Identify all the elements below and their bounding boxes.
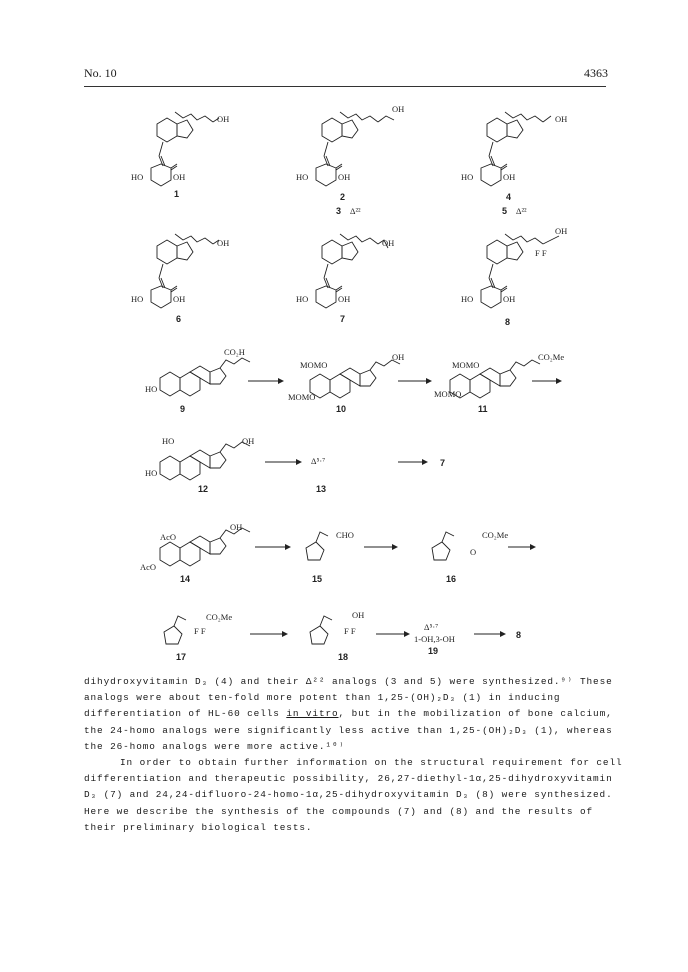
page-number: 4363 bbox=[584, 66, 608, 80]
compound-15-label: 15 bbox=[312, 574, 323, 584]
aco-label-2: AcO bbox=[140, 562, 157, 572]
svg-text:HO: HO bbox=[461, 294, 474, 304]
svg-text:HO: HO bbox=[131, 294, 144, 304]
compound-8-label: 8 bbox=[505, 317, 511, 327]
compound-18-label: 18 bbox=[338, 652, 349, 662]
momo-label-3: MOMO bbox=[452, 360, 480, 370]
compound-2-label: 2 bbox=[340, 192, 346, 202]
compound-3-note: Δ²² bbox=[350, 206, 361, 216]
compound-6-label: 6 bbox=[176, 314, 182, 324]
svg-text:OH: OH bbox=[392, 104, 405, 114]
para2-line4: Here we describe the synthesis of the compounds (7) and (8) and the results of bbox=[84, 805, 594, 817]
momo-label-4: MOMO bbox=[434, 389, 462, 399]
para2-line3: D₃ (7) and 24,24-difluoro-24-homo-1α,25-dihydroxyvitamin D₃ (8) were synthesized. bbox=[84, 789, 613, 801]
arrow-target-7: 7 bbox=[440, 458, 446, 468]
body-text bbox=[84, 674, 623, 836]
oh-label-12: OH bbox=[242, 436, 255, 446]
svg-text:OH: OH bbox=[338, 172, 351, 182]
journal-number: No. 10 bbox=[84, 66, 117, 80]
svg-text:OH: OH bbox=[217, 238, 230, 248]
svg-text:HO: HO bbox=[131, 172, 144, 182]
in-vitro-text: in vitro bbox=[286, 708, 339, 720]
para1-line3-b: , but in the mobilization of bone calcium, bbox=[338, 708, 613, 720]
svg-text:OH: OH bbox=[338, 294, 351, 304]
para1-line4: the 24-homo analogs were significantly less active than 1,25-(OH)₂D₃ (1), whereas bbox=[84, 724, 613, 736]
compound-19-note-2: 1-OH,3-OH bbox=[414, 634, 455, 644]
compound-10-label: 10 bbox=[336, 404, 347, 414]
compound-5-note: Δ²² bbox=[516, 206, 527, 216]
svg-text:OH: OH bbox=[555, 226, 568, 236]
svg-text:OH: OH bbox=[382, 238, 395, 248]
ho-label: HO bbox=[145, 384, 158, 394]
para2-line2: differentiation and therapeutic possibility, 26,27-diethyl-1α,25-dihydroxyvitamin bbox=[84, 773, 613, 785]
para1-line3 bbox=[84, 706, 613, 722]
svg-text:OH: OH bbox=[173, 294, 186, 304]
compound-11-label: 11 bbox=[478, 404, 488, 414]
aco-label-1: AcO bbox=[160, 532, 177, 542]
momo-label-1: MOMO bbox=[300, 360, 328, 370]
svg-text:F F: F F bbox=[535, 248, 547, 258]
compound-1-label: 1 bbox=[174, 189, 180, 199]
para1-line5: the 26-homo analogs were more active.¹⁰⁾ bbox=[84, 740, 346, 752]
compound-14-label: 14 bbox=[180, 574, 191, 584]
compound-3-label: 3 bbox=[336, 206, 342, 216]
momo-label-2: MOMO bbox=[288, 392, 316, 402]
para2-line5: their preliminary biological tests. bbox=[84, 821, 313, 833]
oh-label-14: OH bbox=[230, 522, 243, 532]
ho-label-12a: HO bbox=[162, 436, 175, 446]
svg-text:OH: OH bbox=[503, 172, 516, 182]
arrow-target-8: 8 bbox=[516, 630, 522, 640]
oxo-label: O bbox=[470, 547, 477, 557]
co2me-label-16: CO₂Me bbox=[482, 530, 509, 540]
svg-text:OH: OH bbox=[173, 172, 186, 182]
svg-text:OH: OH bbox=[503, 294, 516, 304]
compound-17-label: 17 bbox=[176, 652, 187, 662]
compound-16-label: 16 bbox=[446, 574, 457, 584]
cho-label: CHO bbox=[336, 530, 354, 540]
oh-label-10: OH bbox=[392, 352, 405, 362]
co2me-label-11: CO₂Me bbox=[538, 352, 565, 362]
ho-label-12b: HO bbox=[145, 468, 158, 478]
co2h-label: CO₂H bbox=[224, 347, 245, 357]
compound-12-label: 12 bbox=[198, 484, 209, 494]
ff-label-17: F F bbox=[194, 626, 206, 636]
compound-19-label: 19 bbox=[428, 646, 439, 656]
para1-line1: dihydroxyvitamin D₃ (4) and their Δ²² analogs (3 and 5) were synthesized.⁹⁾ These bbox=[84, 676, 613, 687]
svg-text:OH: OH bbox=[555, 114, 568, 124]
svg-text:HO: HO bbox=[296, 172, 309, 182]
para2-line1: In order to obtain further information on the structural requirement for cell bbox=[120, 757, 623, 769]
compound-13-note: Δ⁵·⁷ bbox=[311, 456, 326, 466]
compound-4-label: 4 bbox=[506, 192, 512, 202]
ff-label-18: F F bbox=[344, 626, 356, 636]
compound-9-label: 9 bbox=[180, 404, 186, 414]
svg-text:HO: HO bbox=[296, 294, 309, 304]
compound-5-label: 5 bbox=[502, 206, 508, 216]
compound-13-label: 13 bbox=[316, 484, 327, 494]
svg-text:HO: HO bbox=[461, 172, 474, 182]
para1-line2: analogs were about ten-fold more potent than 1,25-(OH)₂D₃ (1) in inducing bbox=[84, 692, 561, 704]
svg-text:OH: OH bbox=[217, 114, 230, 124]
para1-line3-a: differentiation of HL-60 cells bbox=[84, 708, 287, 720]
compound-19-note-1: Δ⁵·⁷ bbox=[424, 622, 439, 632]
compound-7-label: 7 bbox=[340, 314, 346, 324]
co2me-label-17: CO₂Me bbox=[206, 612, 233, 622]
oh-label-18: OH bbox=[352, 610, 365, 620]
